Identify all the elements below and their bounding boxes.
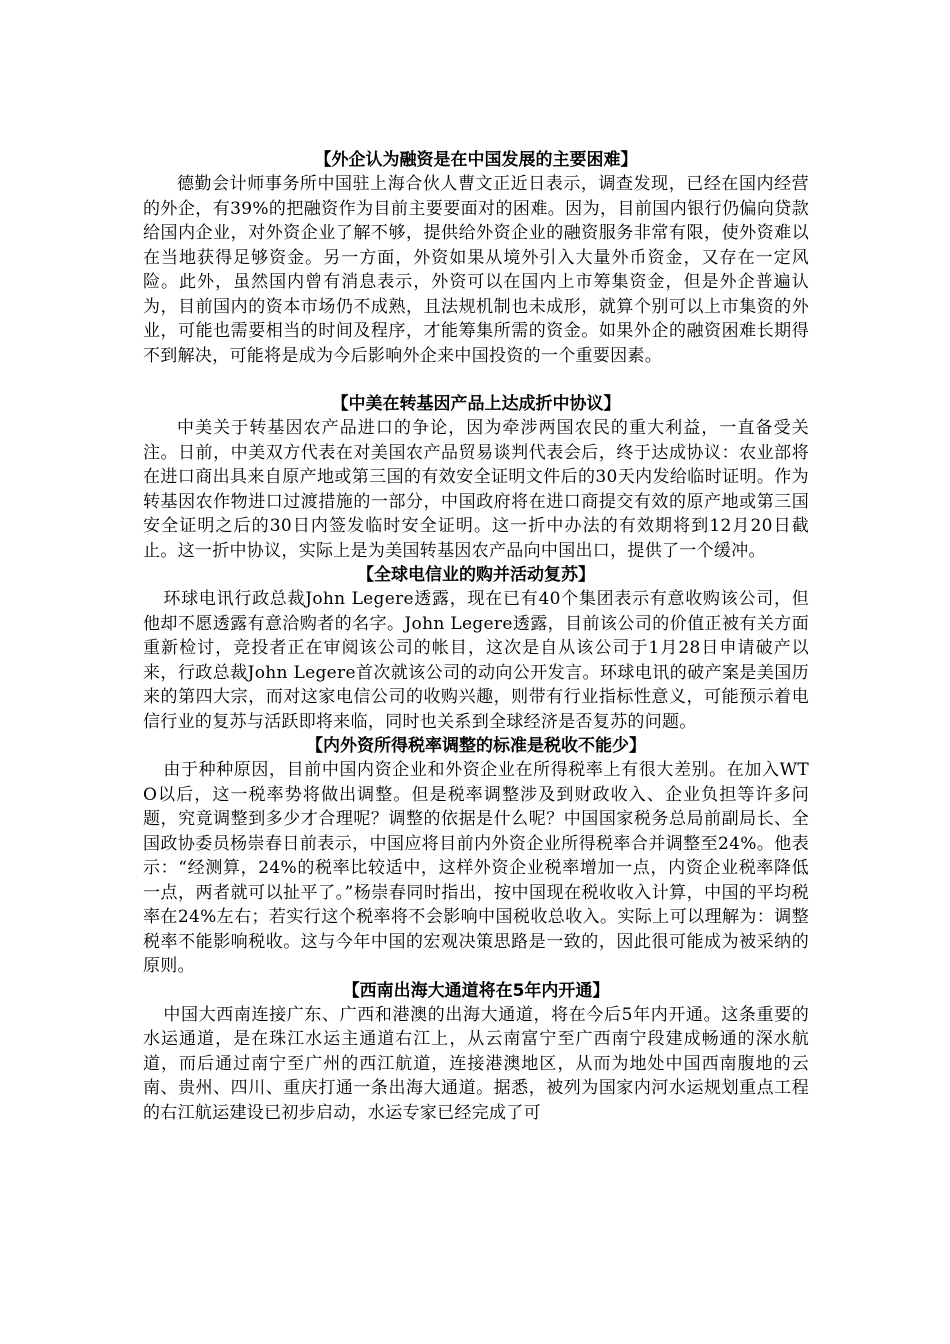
article-body: 中国大西南连接广东、广西和港澳的出海大通道，将在今后5年内开通。这条重要的水运通道，是在珠江水运主通道右江上，从云南富宁至广西南宁段建成畅通的深水航道，而后通过南宁至广州的西江航道，连接港澳地区，从而为地处中国西南腹地的云南、贵州、四川、重庆打通一条出海大通道。据悉，被列为国家内河水运规划重点工程的右江航运建设已初步启动，水运专家已经完成了可 <box>143 1004 809 1123</box>
article-body: 中美关于转基因农产品进口的争论，因为牵涉两国农民的重大利益，一直备受关注。日前，中美双方代表在对美国农产品贸易谈判代表会后，终于达成协议：农业部将在进口商出具来自原产地或第三国的有效安全证明文件后的30天内发给临时证明。作为转基因农作物进口过渡措施的一部分，中国政府将在进口商提交有效的原产地或第三国安全证明之后的30日内签发临时安全证明。这一折中办法的有效期将到12月20日截止。这一折中协议，实际上是为美国转基因农产品向中国出口，提供了一个缓冲。 <box>143 418 809 561</box>
article-telecom-mergers <box>143 563 809 734</box>
article-title: 【外企认为融资是在中国发展的主要困难】 <box>314 150 638 170</box>
article-gmo-agreement <box>143 392 809 563</box>
article-body: 德勤会计师事务所中国驻上海合伙人曹文正近日表示，调查发现，已经在国内经营的外企，有39%的把融资作为目前主要要面对的困难。因为，目前国内银行仍偏向贷款给国内企业，对外资企业了解不够，提供给外资企业的融资服务非常有限，使外资难以在当地获得足够资金。另一方面，外资如果从境外引入大量外币资金，又存在一定风险。此外，虽然国内曾有消息表示，外资可以在国内上市筹集资金，但是外企普遍认为，目前国内的资本市场仍不成熟，且法规机制也未成形，就算个别可以上市集资的外业，可能也需要相当的时间及程序，才能筹集所需的资金。如果外企的融资困难长期得不到解决，可能将是成为今后影响外企来中国投资的一个重要因素。 <box>143 174 809 366</box>
article-foreign-financing <box>143 148 809 368</box>
article-title: 【内外资所得税率调整的标准是税收不能少】 <box>306 736 646 756</box>
article-title: 【中美在转基因产品上达成折中协议】 <box>331 394 621 414</box>
article-body: 由于种种原因，目前中国内资企业和外资企业在所得税率上有很大差别。在加入WTO以后，这一税率势将做出调整。但是税率调整涉及到财政收入、企业负担等许多问题，究竟调整到多少才合理呢？调整的依据是什么呢？中国国家税务总局前副局长、全国政协委员杨崇春日前表示，中国应将目前内外资企业所得税率合并调整至24%。他表示：“经测算，24%的税率比较适中，这样外资企业税率增加一点，内资企业税率降低一点，两者就可以扯平了。”杨崇春同时指出，按中国现在税收收入计算，中国的平均税率在24%左右；若实行这个税率将不会影响中国税收总收入。实际上可以理解为：调整税率不能影响税收。这与今年中国的宏观决策思路是一致的，因此很可能成为被采纳的原则。 <box>143 760 809 976</box>
article-title: 【全球电信业的购并活动复苏】 <box>357 565 595 585</box>
section-spacer <box>143 368 809 392</box>
article-body: 环球电讯行政总裁John Legere透露，现在已有40个集团表示有意收购该公司，但他却不愿透露有意洽购者的名字。John Legere透露，目前该公司的价值正被有关方面重新检讨，竞投者正在审阅该公司的帐目，这次是自从该公司于1月28日申请破产以来，行政总裁John Legere首次就该公司的动向公开发言。环球电讯的破产案是美国历来的第四大宗，而对这家电信公司的收购兴趣，则带有行业指标性意义，可能预示着电信行业的复苏与活跃即将来临，同时也关系到全球经济是否复苏的问题。 <box>143 589 809 732</box>
article-southwest-channel <box>143 979 809 1126</box>
article-tax-rate <box>143 734 809 979</box>
document-page <box>143 148 809 1125</box>
article-title: 【西南出海大通道将在5年内开通】 <box>342 980 610 1001</box>
